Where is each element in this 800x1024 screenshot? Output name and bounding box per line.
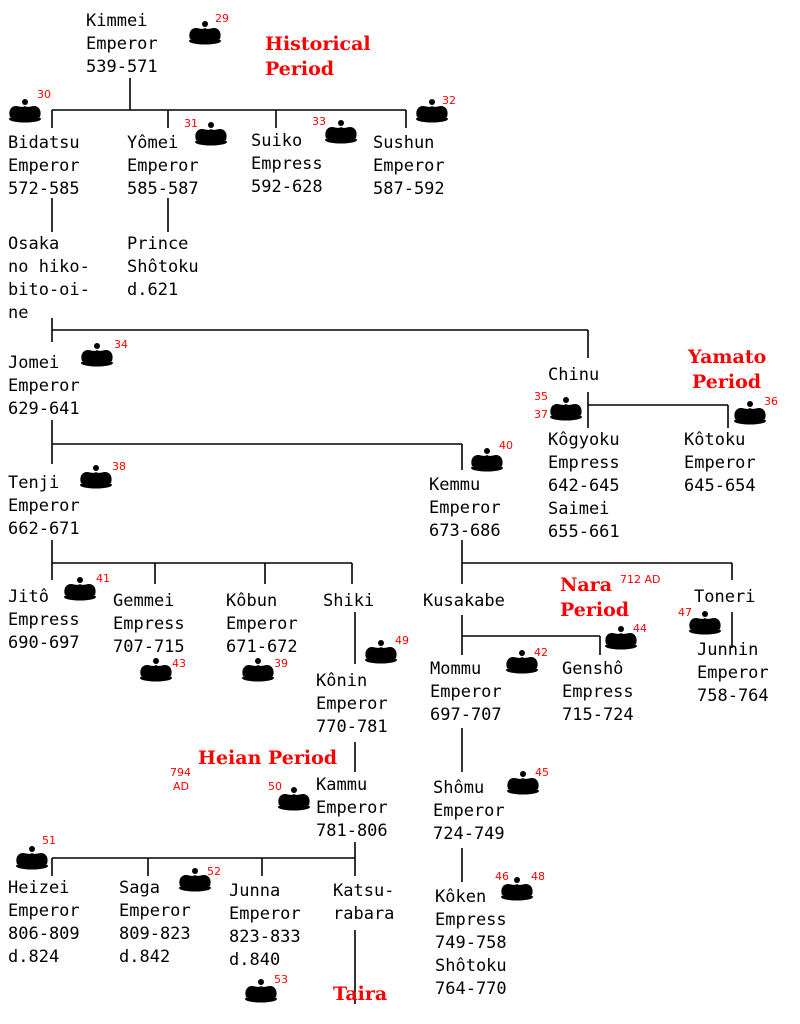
heizei-reign: 806-809 bbox=[8, 924, 80, 944]
jomei-name: Jomei bbox=[8, 353, 60, 373]
crown-icon bbox=[507, 766, 549, 795]
yamato-period-label-2: Period bbox=[692, 371, 762, 393]
katsurabara-name-1: Katsu- bbox=[333, 881, 395, 901]
succession-number: 44 bbox=[633, 622, 647, 635]
shotoku-name: Shôtoku bbox=[435, 956, 507, 976]
connector-lines bbox=[52, 78, 732, 1004]
junna-name: Junna bbox=[229, 881, 281, 901]
koken-reign: 749-758 bbox=[435, 933, 507, 953]
crown-icon bbox=[184, 117, 227, 146]
saga-name: Saga bbox=[119, 878, 160, 898]
jomei-reign: 629-641 bbox=[8, 399, 80, 419]
succession-number: 32 bbox=[442, 94, 456, 107]
koken-title: Empress bbox=[435, 910, 507, 930]
tenji-reign: 662-671 bbox=[8, 519, 80, 539]
saga-reign: 809-823 bbox=[119, 924, 191, 944]
succession-number: 39 bbox=[274, 657, 288, 670]
saimei-name: Saimei bbox=[548, 499, 610, 519]
mommu-reign: 697-707 bbox=[430, 705, 502, 725]
sushun-reign: 587-592 bbox=[373, 179, 445, 199]
succession-number: 35 bbox=[534, 390, 548, 403]
crown-icon bbox=[245, 973, 288, 1003]
succession-number: 36 bbox=[764, 395, 778, 408]
gensho-title: Empress bbox=[562, 682, 634, 702]
succession-number: 53 bbox=[274, 973, 288, 986]
succession-number: 30 bbox=[37, 88, 51, 101]
crown-icon bbox=[495, 870, 545, 901]
succession-number: 51 bbox=[42, 834, 56, 847]
succession-number: 37 bbox=[534, 408, 548, 421]
crown-icon bbox=[80, 460, 126, 489]
saga-death: d.842 bbox=[119, 947, 171, 967]
kusakabe-name: Kusakabe bbox=[423, 591, 505, 611]
kimmei-reign: 539-571 bbox=[86, 57, 158, 77]
gemmei-name: Gemmei bbox=[113, 591, 175, 611]
taira-label: Taira bbox=[333, 983, 388, 1005]
yamato-period-label-1: Yamato bbox=[688, 346, 767, 368]
konin-reign: 770-781 bbox=[316, 717, 388, 737]
kogyoku-title: Empress bbox=[548, 453, 620, 473]
succession-number: 43 bbox=[172, 657, 186, 670]
crown-icon bbox=[365, 634, 409, 664]
succession-number: 50 bbox=[268, 780, 282, 793]
tenji-name: Tenji bbox=[8, 473, 60, 493]
succession-number: 46 bbox=[495, 870, 509, 883]
heizei-name: Heizei bbox=[8, 878, 70, 898]
succession-number: 38 bbox=[112, 460, 126, 473]
crown-icon bbox=[9, 88, 51, 123]
kobun-reign: 671-672 bbox=[226, 637, 298, 657]
crown-icon bbox=[312, 115, 357, 144]
crown-icon bbox=[189, 12, 229, 45]
suiko-title: Empress bbox=[251, 154, 323, 174]
crown-icon bbox=[471, 439, 513, 472]
koken-name: Kôken bbox=[435, 887, 487, 907]
kimmei-name: Kimmei bbox=[86, 11, 148, 31]
junnin-title: Emperor bbox=[697, 663, 769, 683]
saimei-reign: 655-661 bbox=[548, 522, 620, 542]
succession-number: 48 bbox=[531, 870, 545, 883]
yomei-title: Emperor bbox=[127, 156, 199, 176]
shomu-title: Emperor bbox=[433, 801, 505, 821]
konin-title: Emperor bbox=[316, 694, 388, 714]
historical-period-label-2: Period bbox=[265, 58, 335, 80]
yomei-reign: 585-587 bbox=[127, 179, 199, 199]
nara-period-label-1: Nara bbox=[560, 574, 612, 596]
crown-icon bbox=[534, 390, 582, 421]
kemmu-title: Emperor bbox=[429, 498, 501, 518]
succession-number: 31 bbox=[184, 117, 198, 130]
crown-icon bbox=[64, 572, 110, 601]
kammu-name: Kammu bbox=[316, 775, 368, 795]
konin-name: Kônin bbox=[316, 671, 368, 691]
heizei-death: d.824 bbox=[8, 947, 60, 967]
junnin-name: Junnin bbox=[697, 640, 759, 660]
crown-icon bbox=[179, 865, 221, 892]
kemmu-name: Kemmu bbox=[429, 475, 481, 495]
mommu-name: Mommu bbox=[430, 659, 482, 679]
kobun-name: Kôbun bbox=[226, 591, 278, 611]
bidatsu-name: Bidatsu bbox=[8, 133, 80, 153]
prince-shotoku-name: Shôtoku bbox=[127, 257, 199, 277]
suiko-name: Suiko bbox=[251, 131, 303, 151]
kobun-title: Emperor bbox=[226, 614, 298, 634]
kogyoku-reign: 642-645 bbox=[548, 476, 620, 496]
shiki-name: Shiki bbox=[323, 591, 375, 611]
jito-name: Jitô bbox=[8, 587, 49, 607]
katsurabara-name-2: rabara bbox=[333, 904, 395, 924]
heizei-title: Emperor bbox=[8, 901, 80, 921]
crown-icon bbox=[416, 94, 456, 123]
succession-number: 42 bbox=[534, 646, 548, 659]
crown-icon bbox=[140, 657, 186, 682]
kotoku-name: Kôtoku bbox=[684, 430, 746, 450]
kammu-reign: 781-806 bbox=[316, 821, 388, 841]
succession-number: 40 bbox=[499, 439, 513, 452]
crown-icon bbox=[678, 606, 721, 635]
heian-period-label: Heian Period bbox=[198, 747, 338, 769]
sushun-title: Emperor bbox=[373, 156, 445, 176]
crown-icon bbox=[268, 780, 310, 811]
kotoku-title: Emperor bbox=[684, 453, 756, 473]
nara-year-note: 712 AD bbox=[620, 573, 661, 586]
heian-year-note-1: 794 bbox=[170, 766, 191, 779]
succession-number: 47 bbox=[678, 606, 692, 619]
jito-reign: 690-697 bbox=[8, 633, 80, 653]
succession-number: 33 bbox=[312, 115, 326, 128]
junna-reign: 823-833 bbox=[229, 927, 301, 947]
suiko-reign: 592-628 bbox=[251, 177, 323, 197]
chinu-name: Chinu bbox=[548, 365, 600, 385]
prince-shotoku-death: d.621 bbox=[127, 280, 179, 300]
succession-number: 52 bbox=[207, 865, 221, 878]
succession-number: 49 bbox=[395, 634, 409, 647]
jito-title: Empress bbox=[8, 610, 80, 630]
saga-title: Emperor bbox=[119, 901, 191, 921]
kogyoku-name: Kôgyoku bbox=[548, 430, 620, 450]
nara-period-label-2: Period bbox=[560, 599, 630, 621]
osaka-name-1: Osaka bbox=[8, 234, 60, 254]
crown-icon bbox=[16, 834, 56, 870]
sushun-name: Sushun bbox=[373, 133, 435, 153]
junnin-reign: 758-764 bbox=[697, 686, 769, 706]
junna-title: Emperor bbox=[229, 904, 301, 924]
person-names bbox=[8, 11, 769, 999]
succession-number: 34 bbox=[114, 338, 128, 351]
shotoku-reign: 764-770 bbox=[435, 979, 507, 999]
crown-icon bbox=[81, 338, 128, 367]
succession-number: 29 bbox=[215, 12, 229, 25]
crown-icon bbox=[506, 646, 548, 674]
jomei-title: Emperor bbox=[8, 376, 80, 396]
gensho-reign: 715-724 bbox=[562, 705, 634, 725]
mommu-title: Emperor bbox=[430, 682, 502, 702]
shomu-name: Shômu bbox=[433, 778, 485, 798]
succession-number: 41 bbox=[96, 572, 110, 585]
kimmei-title: Emperor bbox=[86, 34, 158, 54]
toneri-name: Toneri bbox=[694, 587, 756, 607]
kotoku-reign: 645-654 bbox=[684, 476, 756, 496]
kammu-title: Emperor bbox=[316, 798, 388, 818]
osaka-name-3: bito-oi- bbox=[8, 280, 90, 300]
yomei-name: Yômei bbox=[127, 133, 179, 153]
kemmu-reign: 673-686 bbox=[429, 521, 501, 541]
osaka-name-4: ne bbox=[8, 303, 29, 323]
crown-icon bbox=[734, 395, 778, 425]
crown-icon bbox=[242, 657, 288, 682]
crown-icon bbox=[605, 622, 647, 650]
gemmei-reign: 707-715 bbox=[113, 637, 185, 657]
heian-year-note-2: AD bbox=[173, 780, 189, 793]
bidatsu-reign: 572-585 bbox=[8, 179, 80, 199]
bidatsu-title: Emperor bbox=[8, 156, 80, 176]
shomu-reign: 724-749 bbox=[433, 824, 505, 844]
historical-period-label-1: Historical bbox=[265, 33, 371, 55]
gensho-name: Genshô bbox=[562, 659, 624, 679]
prince-shotoku-title: Prince bbox=[127, 234, 189, 254]
junna-death: d.840 bbox=[229, 950, 281, 970]
osaka-name-2: no hiko- bbox=[8, 257, 90, 277]
succession-number: 45 bbox=[535, 766, 549, 779]
tenji-title: Emperor bbox=[8, 496, 80, 516]
gemmei-title: Empress bbox=[113, 614, 185, 634]
